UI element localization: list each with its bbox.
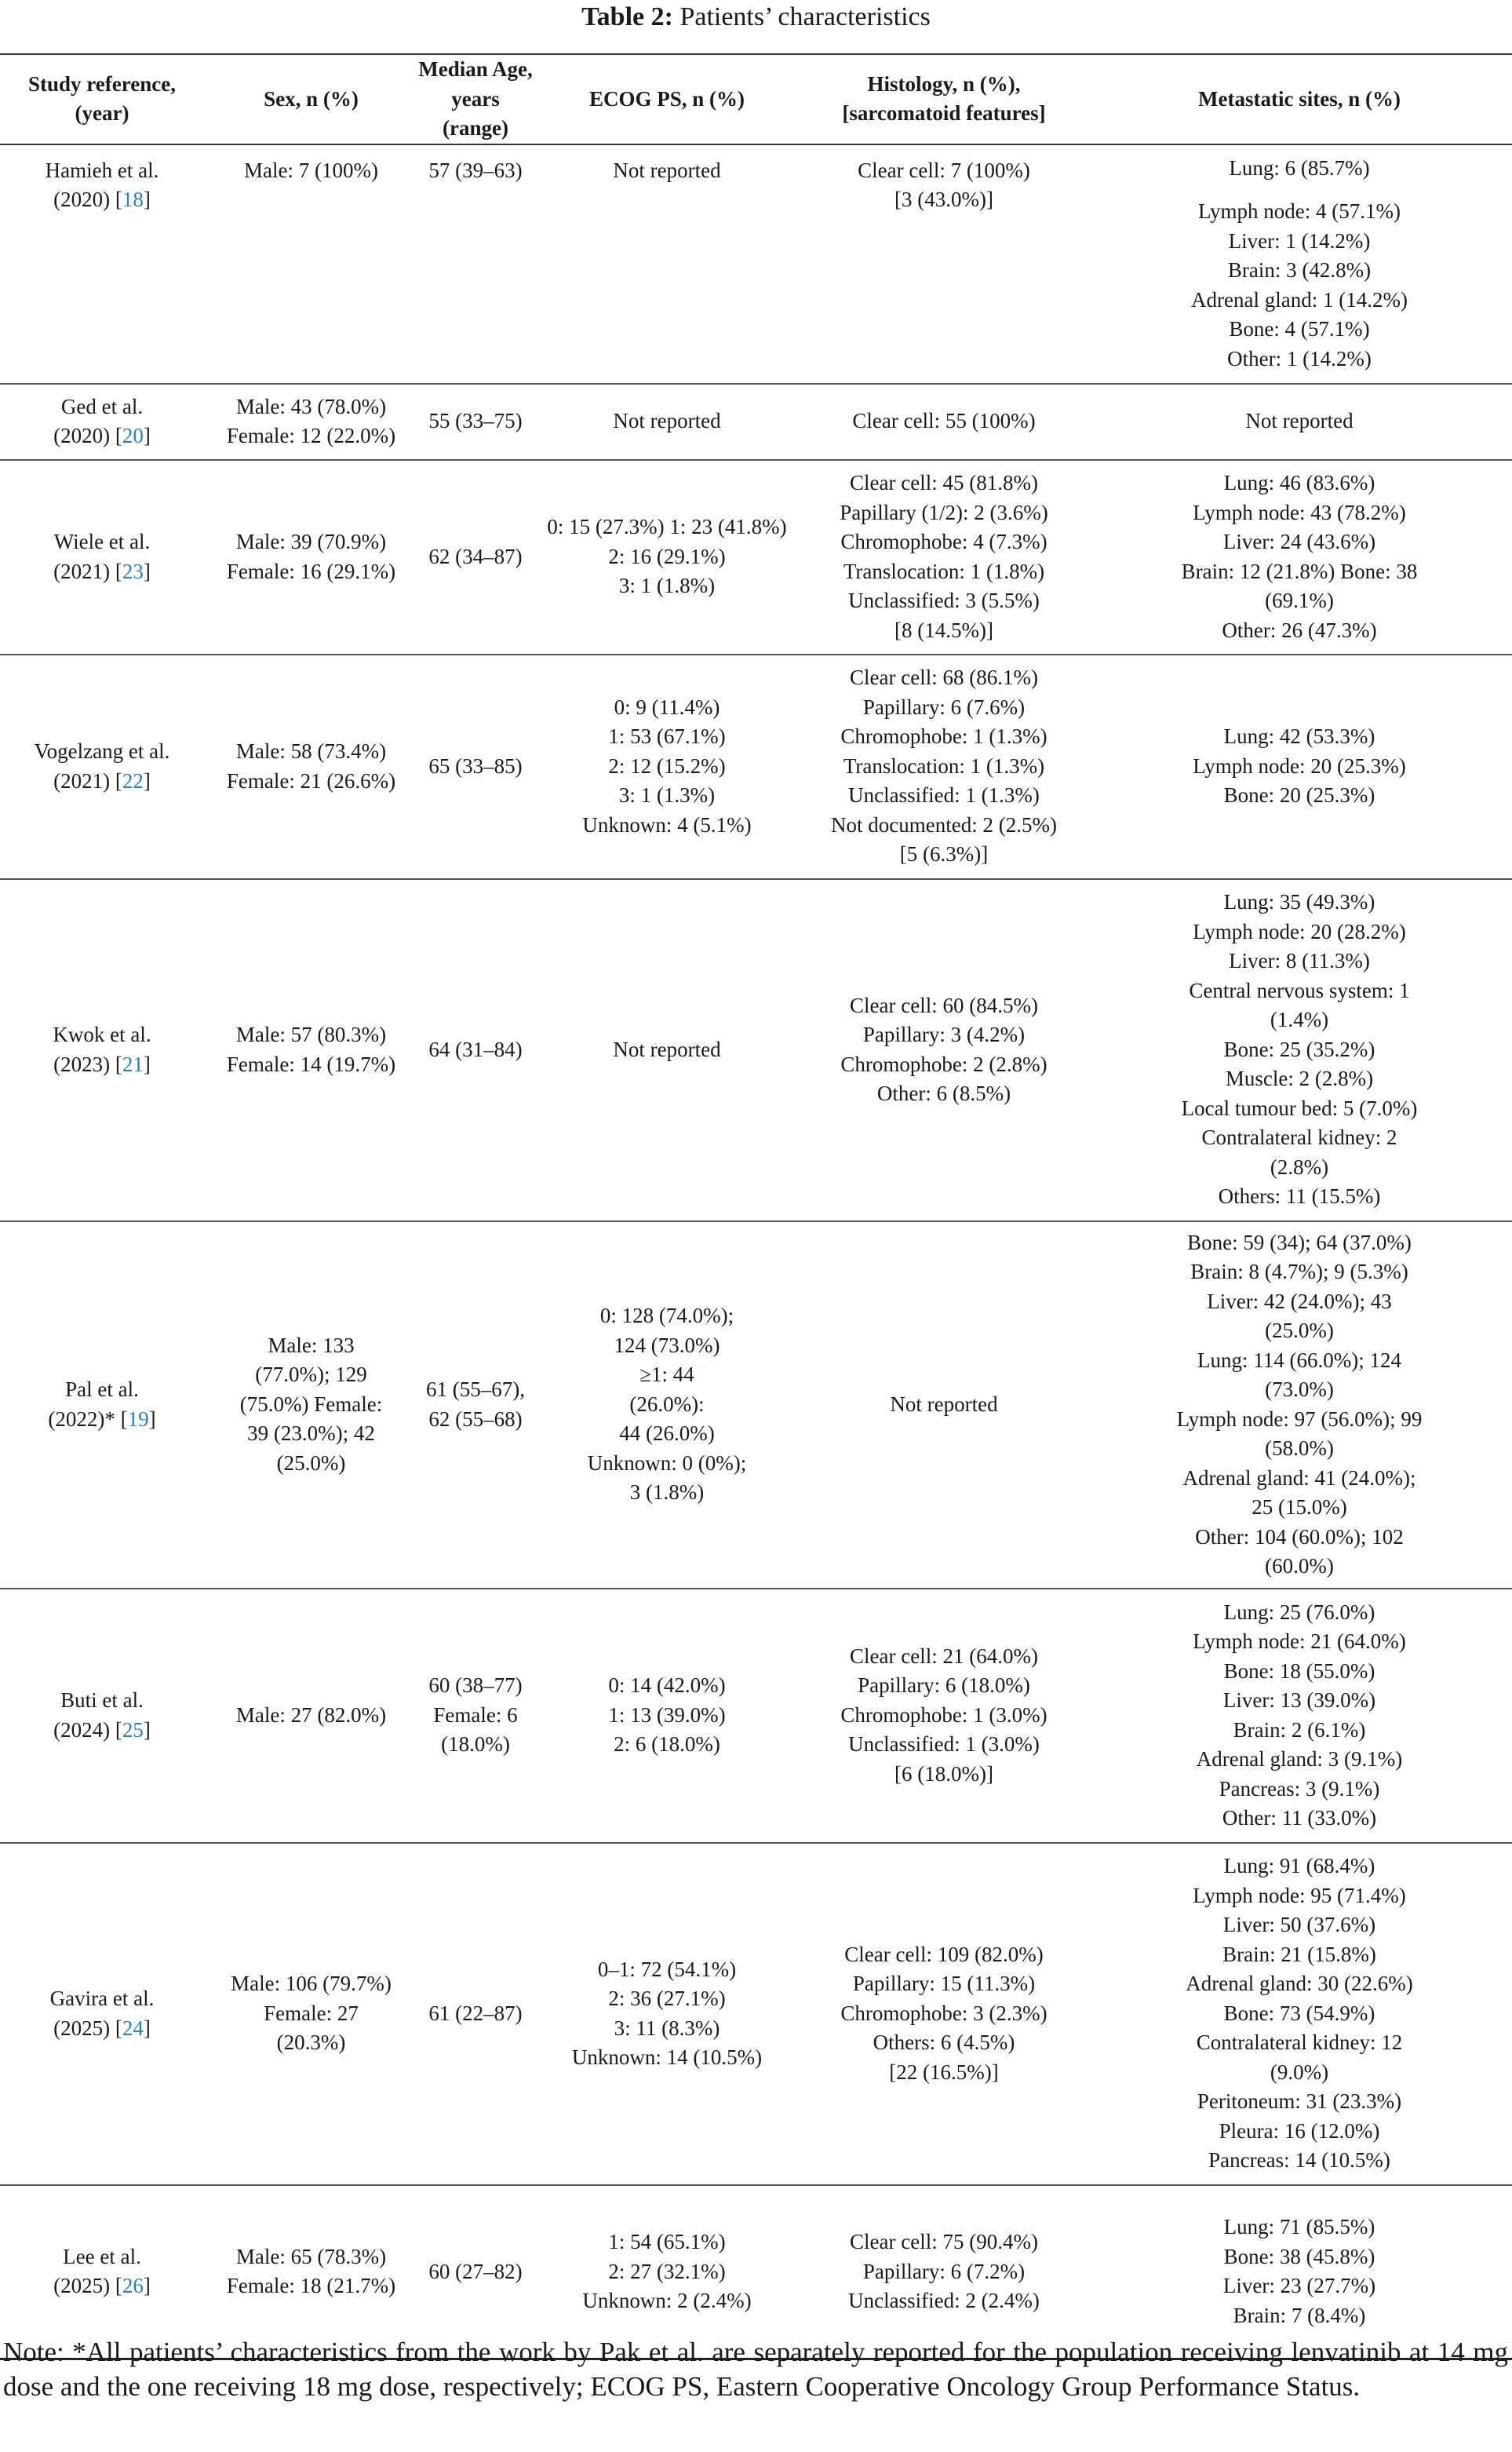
metastatic-line: Brain: 21 (15.8%) <box>1222 1942 1376 1966</box>
metastatic-line: (60.0%) <box>1265 1554 1334 1578</box>
histology-line: Papillary: 6 (7.6%) <box>862 695 1026 719</box>
cell-age <box>418 655 533 879</box>
ecog-line: 0: 128 (74.0%); <box>599 1304 734 1328</box>
metastatic-line: Brain: 2 (6.1%) <box>1233 1717 1366 1742</box>
sex-line: Male: 43 (78.0%) <box>235 394 387 418</box>
cell-metastatic <box>1087 1589 1512 1843</box>
cell-study <box>0 384 204 460</box>
sex-line: Female: 27 <box>264 2001 359 2025</box>
table-note: Note: *All patients’ characteristics from the work by Pak et al. are separately reported for the population receiving lenvatinib at 14 mg dose and the one receiving 18 mg dose, respectively; ECOG PS, Eastern Cooperative Oncology Group Performance Status. <box>3 2337 1508 2402</box>
metastatic-line: Adrenal gland: 41 (24.0%); <box>1182 1465 1416 1490</box>
histology-line: Clear cell: 75 (90.4%) <box>850 2230 1038 2253</box>
histology-line: Chromophobe: 1 (1.3%) <box>840 724 1047 749</box>
sex-line: Female: 12 (22.0%) <box>226 424 396 447</box>
metastatic-line: Bone: 59 (34); 64 (37.0%) <box>1187 1230 1412 1254</box>
ecog-line: Unknown: 14 (10.5%) <box>571 2045 763 2069</box>
ecog-line: 0–1: 72 (54.1%) <box>597 1957 737 1981</box>
table-title-text: Patients’ characteristics <box>679 2 931 31</box>
header-row <box>0 54 1512 144</box>
histology-line: Chromophobe: 3 (2.3%) <box>840 2001 1047 2025</box>
ecog-line: 44 (26.0%) <box>619 1421 715 1446</box>
study-line: Wiele et al. <box>53 530 151 553</box>
age-line: 62 (34–87) <box>428 544 523 568</box>
sex-line: Male: 65 (78.3%) <box>235 2244 387 2268</box>
cell-sex <box>204 2185 418 2359</box>
histology-line: [5 (6.3%)] <box>899 842 989 867</box>
histology-line: [22 (16.5%)] <box>889 2060 999 2084</box>
sex-line: Male: 106 (79.7%) <box>231 1972 392 1996</box>
age-line: 61 (22–87) <box>428 2001 523 2025</box>
study-line: Vogelzang et al. <box>34 739 170 763</box>
table-row <box>0 1589 1512 1843</box>
cell-histology <box>801 2185 1087 2359</box>
study-line: (2022)* [19] <box>48 1407 156 1431</box>
age-line: 60 (38–77) <box>428 1673 523 1698</box>
ecog-line: 1: 13 (39.0%) <box>608 1702 726 1727</box>
metastatic-line: Lymph node: 20 (28.2%) <box>1193 919 1406 943</box>
citation-link[interactable]: 19 <box>127 1407 149 1431</box>
ecog-line: Unknown: 4 (5.1%) <box>582 812 752 837</box>
sex-line: Female: 18 (21.7%) <box>226 2274 396 2298</box>
study-line: (2020) [18] <box>53 188 151 211</box>
metastatic-line: Brain: 3 (42.8%) <box>1227 258 1372 283</box>
histology-line: Clear cell: 45 (81.8%) <box>850 471 1038 494</box>
cell-metastatic <box>1087 1221 1512 1589</box>
metastatic-line: Bone: 38 (45.8%) <box>1223 2244 1375 2268</box>
histology-line: Papillary: 6 (18.0%) <box>858 1673 1030 1698</box>
cell-histology <box>801 655 1087 879</box>
cell-age <box>418 460 533 655</box>
cell-study <box>0 460 204 655</box>
sex-line: Male: 133 <box>268 1333 355 1357</box>
metastatic-line: Liver: 50 (37.6%) <box>1222 1913 1376 1937</box>
ecog-line: ≥1: 44 <box>639 1363 694 1387</box>
cell-study <box>0 655 204 879</box>
histology-line: Clear cell: 7 (100%) <box>858 158 1030 182</box>
age-line: Female: 6 <box>433 1702 518 1727</box>
cell-ecog <box>533 655 801 879</box>
metastatic-line: Bone: 73 (54.9%) <box>1223 2001 1375 2025</box>
metastatic-line: (1.4%) <box>1270 1008 1329 1032</box>
histology-line: [6 (18.0%)] <box>894 1761 993 1786</box>
histology-line: Not documented: 2 (2.5%) <box>831 812 1057 837</box>
metastatic-line: Lung: 25 (76.0%) <box>1223 1600 1375 1624</box>
header-age <box>418 54 533 144</box>
cell-age <box>418 1589 533 1843</box>
cell-ecog <box>533 384 801 460</box>
histology-line: Unclassified: 3 (5.5%) <box>848 589 1040 612</box>
ecog-line: Unknown: 2 (2.4%) <box>582 2289 752 2312</box>
sex-line: (20.3%) <box>276 2031 346 2055</box>
ecog-line: 0: 15 (27.3%) 1: 23 (41.8%) <box>547 515 787 539</box>
header-line: Histology, n (%), <box>867 71 1021 96</box>
metastatic-line: Muscle: 2 (2.8%) <box>1225 1067 1374 1091</box>
ecog-line: 2: 36 (27.1%) <box>608 1987 726 2010</box>
metastatic-line: Other: 11 (33.0%) <box>1222 1806 1377 1830</box>
histology-line: Papillary: 6 (7.2%) <box>862 2259 1026 2283</box>
cell-histology <box>801 1843 1087 2185</box>
metastatic-line: Not reported <box>1245 409 1354 433</box>
metastatic-line: Peritoneum: 31 (23.3%) <box>1197 2089 1402 2114</box>
histology-line: Unclassified: 2 (2.4%) <box>848 2289 1040 2312</box>
metastatic-line: Adrenal gland: 1 (14.2%) <box>1191 287 1408 312</box>
metastatic-line: (25.0%) <box>1265 1319 1334 1342</box>
metastatic-line: Other: 1 (14.2%) <box>1227 346 1372 370</box>
histology-line: Not reported <box>890 1392 998 1416</box>
cell-age <box>418 384 533 460</box>
metastatic-line: Lung: 91 (68.4%) <box>1223 1854 1375 1878</box>
citation-link[interactable]: 18 <box>122 188 144 211</box>
sex-line: Male: 39 (70.9%) <box>235 530 387 553</box>
metastatic-line: Liver: 13 (39.0%) <box>1222 1688 1376 1712</box>
table-row <box>0 144 1512 384</box>
metastatic-line: Liver: 8 (11.3%) <box>1229 949 1370 973</box>
ecog-line: (26.0%): <box>629 1392 705 1416</box>
metastatic-line: Contralateral kidney: 2 <box>1201 1126 1397 1150</box>
age-line: 61 (55–67), <box>426 1377 525 1401</box>
ecog-line: 2: 16 (29.1%) <box>608 544 726 568</box>
metastatic-line: Bone: 4 (57.1%) <box>1229 317 1370 341</box>
sex-line: Female: 21 (26.6%) <box>226 768 396 793</box>
age-line: 62 (55–68) <box>428 1407 523 1431</box>
cell-histology <box>801 879 1087 1221</box>
study-line: (2023) [21] <box>53 1052 151 1076</box>
histology-line: Papillary (1/2): 2 (3.6%) <box>840 500 1048 524</box>
histology-line: Unclassified: 1 (3.0%) <box>848 1732 1040 1757</box>
header-line: ECOG PS, n (%) <box>588 86 745 111</box>
histology-line: Clear cell: 21 (64.0%) <box>850 1644 1038 1668</box>
citation-link[interactable]: 25 <box>122 1717 144 1742</box>
cell-sex <box>204 1589 418 1843</box>
metastatic-line: Adrenal gland: 30 (22.6%) <box>1186 1972 1413 1996</box>
citation-link[interactable]: 21 <box>122 1052 144 1076</box>
metastatic-line: Liver: 24 (43.6%) <box>1222 530 1376 553</box>
cell-study <box>0 144 204 384</box>
header-line: (year) <box>75 101 129 126</box>
metastatic-line: Lymph node: 43 (78.2%) <box>1193 500 1406 524</box>
table-row <box>0 1221 1512 1589</box>
cell-metastatic <box>1087 1843 1512 2185</box>
table-row <box>0 879 1512 1221</box>
histology-line: Other: 6 (8.5%) <box>876 1082 1011 1105</box>
cell-ecog <box>533 1221 801 1589</box>
cell-metastatic <box>1087 655 1512 879</box>
histology-line: [3 (43.0%)] <box>894 188 993 211</box>
cell-metastatic <box>1087 384 1512 460</box>
table-row <box>0 460 1512 655</box>
ecog-line: Not reported <box>613 409 721 433</box>
table-title-label: Table 2: <box>581 2 673 31</box>
metastatic-line: Local tumour bed: 5 (7.0%) <box>1181 1096 1418 1120</box>
metastatic-line: Lung: 35 (49.3%) <box>1223 890 1375 914</box>
cell-ecog <box>533 879 801 1221</box>
cell-age <box>418 879 533 1221</box>
sex-line: 39 (23.0%); 42 <box>247 1421 375 1446</box>
study-line: (2021) [23] <box>53 559 151 583</box>
histology-line: Chromophobe: 2 (2.8%) <box>840 1052 1047 1076</box>
ecog-line: 0: 14 (42.0%) <box>608 1673 726 1698</box>
cell-sex <box>204 460 418 655</box>
metastatic-line: Adrenal gland: 3 (9.1%) <box>1196 1747 1403 1771</box>
header-line: Study reference, <box>28 71 176 96</box>
header-line: [sarcomatoid features] <box>842 101 1046 126</box>
ecog-line: 3: 1 (1.8%) <box>618 574 716 598</box>
ecog-line: 1: 53 (67.1%) <box>608 724 726 749</box>
citation-link[interactable]: 23 <box>122 559 144 583</box>
histology-line: [8 (14.5%)] <box>894 618 993 642</box>
ecog-line: 1: 54 (65.1%) <box>608 2230 726 2253</box>
cell-sex <box>204 1843 418 2185</box>
ecog-line: 3 (1.8%) <box>629 1480 705 1505</box>
histology-line: Clear cell: 55 (100%) <box>852 409 1036 433</box>
study-line: (2025) [26] <box>53 2274 151 2298</box>
metastatic-line: Pancreas: 3 (9.1%) <box>1219 1776 1380 1801</box>
ecog-line: 124 (73.0%) <box>614 1333 720 1357</box>
cell-age <box>418 144 533 384</box>
histology-line: Translocation: 1 (1.3%) <box>843 753 1045 778</box>
study-line: (2021) [22] <box>53 768 151 793</box>
histology-line: Translocation: 1 (1.8%) <box>843 559 1045 583</box>
sex-line: Male: 27 (82.0%) <box>235 1702 387 1727</box>
metastatic-line: Lymph node: 95 (71.4%) <box>1193 1883 1406 1907</box>
table-row <box>0 384 1512 460</box>
ecog-line: 3: 1 (1.3%) <box>618 783 716 808</box>
ecog-line: Unknown: 0 (0%); <box>587 1450 747 1475</box>
metastatic-line: Bone: 18 (55.0%) <box>1223 1658 1375 1683</box>
metastatic-line: Lymph node: 97 (56.0%); 99 <box>1176 1407 1423 1431</box>
header-line: years (range) <box>443 86 508 140</box>
metastatic-line: Central nervous system: 1 <box>1189 978 1410 1002</box>
cell-study <box>0 2185 204 2359</box>
cell-ecog <box>533 460 801 655</box>
header-metastatic <box>1087 54 1512 144</box>
header-ecog <box>533 54 801 144</box>
metastatic-line: Liver: 42 (24.0%); 43 <box>1207 1289 1392 1313</box>
sex-line: Male: 58 (73.4%) <box>235 739 387 763</box>
header-histology <box>801 54 1087 144</box>
table-row <box>0 2185 1512 2359</box>
age-line: 65 (33–85) <box>428 753 523 778</box>
metastatic-line: Brain: 8 (4.7%); 9 (5.3%) <box>1190 1260 1408 1283</box>
cell-age <box>418 2185 533 2359</box>
study-line: Buti et al. <box>60 1688 144 1712</box>
cell-ecog <box>533 1589 801 1843</box>
sex-line: Female: 16 (29.1%) <box>226 559 396 583</box>
cell-histology <box>801 1221 1087 1589</box>
histology-line: Clear cell: 60 (84.5%) <box>850 993 1038 1017</box>
age-line: (18.0%) <box>441 1732 510 1757</box>
header-line: Sex, n (%) <box>264 86 359 111</box>
age-line: 64 (31–84) <box>428 1037 523 1061</box>
histology-line: Papillary: 3 (4.2%) <box>862 1023 1026 1046</box>
sex-line: Male: 7 (100%) <box>244 158 378 182</box>
cell-ecog <box>533 2185 801 2359</box>
metastatic-line: Lung: 46 (83.6%) <box>1223 471 1375 494</box>
metastatic-line: (9.0%) <box>1270 2060 1329 2084</box>
sex-line: Female: 14 (19.7%) <box>226 1052 396 1076</box>
cell-study <box>0 879 204 1221</box>
metastatic-line: Brain: 7 (8.4%) <box>1233 2303 1366 2327</box>
cell-histology <box>801 144 1087 384</box>
metastatic-line: (58.0%) <box>1265 1436 1334 1460</box>
histology-line: Others: 6 (4.5%) <box>873 2031 1015 2055</box>
cell-sex <box>204 879 418 1221</box>
table-row <box>0 655 1512 879</box>
study-line: Kwok et al. <box>53 1023 151 1046</box>
ecog-line: Not reported <box>613 1037 721 1061</box>
metastatic-line: Lung: 6 (85.7%) <box>1229 155 1370 180</box>
age-line: 55 (33–75) <box>428 409 523 433</box>
cell-study <box>0 1221 204 1589</box>
ecog-line: 0: 9 (11.4%) <box>614 695 720 719</box>
histology-line: Papillary: 15 (11.3%) <box>852 1972 1036 1996</box>
sex-line: Male: 57 (80.3%) <box>235 1023 387 1046</box>
age-line: 60 (27–82) <box>428 2259 523 2283</box>
cell-metastatic <box>1087 2185 1512 2359</box>
cell-sex <box>204 384 418 460</box>
metastatic-line: Lung: 114 (66.0%); 124 <box>1197 1348 1401 1372</box>
histology-line: Clear cell: 109 (82.0%) <box>844 1942 1044 1966</box>
metastatic-line: Other: 26 (47.3%) <box>1222 618 1377 642</box>
metastatic-line: Brain: 12 (21.8%) Bone: 38 <box>1181 559 1418 583</box>
citation-link[interactable]: 24 <box>122 2016 144 2040</box>
histology-line: Clear cell: 68 (86.1%) <box>850 666 1038 690</box>
metastatic-line: (73.0%) <box>1265 1377 1334 1401</box>
sex-line: (75.0%) Female: <box>239 1392 383 1416</box>
cell-histology <box>801 384 1087 460</box>
metastatic-line: Lymph node: 20 (25.3%) <box>1193 753 1406 778</box>
study-line: (2020) [20] <box>53 424 151 447</box>
study-line: Ged et al. <box>60 394 144 418</box>
patients-characteristics-table <box>0 53 1512 2360</box>
table-row <box>0 1843 1512 2185</box>
metastatic-line: Bone: 25 (35.2%) <box>1223 1037 1375 1061</box>
cell-metastatic <box>1087 879 1512 1221</box>
cell-histology <box>801 1589 1087 1843</box>
metastatic-line: Liver: 1 (14.2%) <box>1228 228 1371 253</box>
cell-sex <box>204 1221 418 1589</box>
header-line: Median Age, <box>418 57 533 81</box>
metastatic-line: Contralateral kidney: 12 <box>1196 2031 1403 2055</box>
table-title <box>0 2 1512 33</box>
cell-sex <box>204 144 418 384</box>
sex-line: (77.0%); 129 <box>255 1363 367 1387</box>
metastatic-line: Pleura: 16 (12.0%) <box>1219 2118 1380 2143</box>
metastatic-line: Lung: 71 (85.5%) <box>1223 2215 1375 2239</box>
metastatic-line: Lymph node: 4 (57.1%) <box>1198 199 1401 224</box>
metastatic-line: Liver: 23 (27.7%) <box>1222 2274 1376 2298</box>
cell-study <box>0 1589 204 1843</box>
metastatic-line: Bone: 20 (25.3%) <box>1223 783 1375 808</box>
cell-ecog <box>533 1843 801 2185</box>
cell-sex <box>204 655 418 879</box>
metastatic-line: 25 (15.0%) <box>1251 1495 1347 1519</box>
ecog-line: 3: 11 (8.3%) <box>614 2016 720 2040</box>
histology-line: Chromophobe: 4 (7.3%) <box>840 530 1047 553</box>
header-sex <box>204 54 418 144</box>
header-line: Metastatic sites, n (%) <box>1198 86 1401 111</box>
cell-metastatic <box>1087 144 1512 384</box>
histology-line: Unclassified: 1 (1.3%) <box>848 783 1040 808</box>
ecog-line: 2: 6 (18.0%) <box>614 1732 720 1757</box>
study-line: Gavira et al. <box>49 1987 155 2010</box>
ecog-line: 2: 12 (15.2%) <box>608 753 726 778</box>
cell-ecog <box>533 144 801 384</box>
study-line: Lee et al. <box>63 2244 141 2268</box>
metastatic-line: (69.1%) <box>1265 589 1334 612</box>
cell-histology <box>801 460 1087 655</box>
header-study <box>0 54 204 144</box>
ecog-line: 2: 27 (32.1%) <box>608 2259 726 2283</box>
table-body <box>0 144 1512 2359</box>
ecog-line: Not reported <box>613 158 721 182</box>
cell-metastatic <box>1087 460 1512 655</box>
histology-line: Chromophobe: 1 (3.0%) <box>840 1702 1047 1727</box>
study-line: (2025) [24] <box>53 2016 151 2040</box>
study-line: (2024) [25] <box>53 1717 151 1742</box>
cell-age <box>418 1221 533 1589</box>
citation-link[interactable]: 26 <box>122 2274 144 2298</box>
sex-line: (25.0%) <box>276 1450 346 1475</box>
study-line: Pal et al. <box>65 1377 139 1401</box>
metastatic-line: Lung: 42 (53.3%) <box>1223 724 1375 749</box>
metastatic-line: Pancreas: 14 (10.5%) <box>1208 2148 1390 2173</box>
cell-age <box>418 1843 533 2185</box>
age-line: 57 (39–63) <box>428 158 523 182</box>
metastatic-line: Lymph node: 21 (64.0%) <box>1193 1629 1406 1653</box>
citation-link[interactable]: 22 <box>122 768 144 793</box>
cell-study <box>0 1843 204 2185</box>
metastatic-line: Other: 104 (60.0%); 102 <box>1195 1524 1404 1549</box>
metastatic-line: (2.8%) <box>1270 1155 1329 1179</box>
study-line: Hamieh et al. <box>45 158 159 182</box>
metastatic-line: Others: 11 (15.5%) <box>1218 1184 1381 1209</box>
citation-link[interactable]: 20 <box>122 424 144 447</box>
